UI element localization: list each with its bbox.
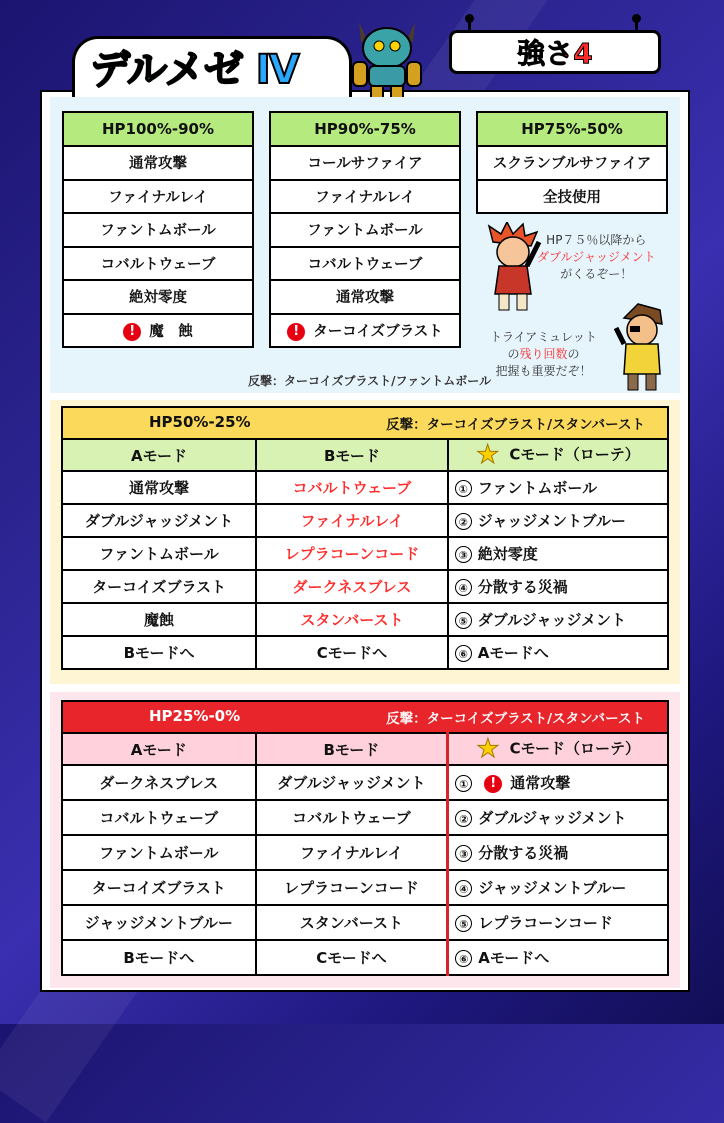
speech2-line3: 把握も重要だぞ！ [495,364,592,378]
phase1-col3-row: スクランブルサファイア [477,146,667,180]
phase3-b-cell: ファイナルレイ [256,835,448,870]
phase3-header-bar [62,701,668,733]
phase1-col1-row-alert [63,314,253,348]
difficulty-badge: 強さ4 [449,30,661,74]
phase1-table-2 [269,111,461,348]
star-icon: ★ [476,440,500,470]
phase3-b-cell: スタンバースト [256,905,448,940]
phase3-mode-a-header: Aモード [62,733,256,765]
phase2-counter: 反撃：ターコイズブラスト/スタンバースト [386,417,645,433]
phase1-col2-row: ファントムボール [270,213,460,247]
phase3-a-cell: ターコイズブラスト [62,870,256,905]
phase1-col2-row: コールサファイア [270,146,460,180]
phase1-col1-header: HP100%-90% [63,112,253,146]
phase3-mode-b-header: Bモード [256,733,448,765]
phase1-col2-alert-text: ターコイズブラスト [313,323,443,340]
phase3-a-cell: Bモードへ [62,940,256,975]
phase2-b-cell: レプラコーンコード [256,537,448,570]
phase2-mode-b-header: Bモード [256,439,448,471]
deluxe-monster-icon [345,16,430,104]
hero-character-icon [483,222,543,314]
speech2-line1: トライアミュレット [490,330,597,344]
phase3-c-cell: ② ダブルジャッジメント [448,800,668,835]
phase1-col1-row: 通常攻撃 [63,146,253,180]
phase3-c-cell: ① ! 通常攻撃 [448,765,668,800]
phase3-b-cell: Cモードへ [256,940,448,975]
page-title: デルメゼ Ⅳ [90,47,299,93]
phase2-a-cell: 魔蝕 [62,603,256,636]
alert-icon: ! [287,323,305,341]
phase2-hp-label: HP50%-25% [149,413,251,431]
phase2-a-cell: Bモードへ [62,636,256,669]
speech-bubble-2 [490,329,597,380]
phase1-counter-note: 反撃：ターコイズブラスト/ファントムボール [248,374,492,388]
phase3-a-cell: コバルトウェーブ [62,800,256,835]
phase1-col3-header: HP75%-50% [477,112,667,146]
phase1-col2-row: 通常攻撃 [270,280,460,314]
phase3-c-cell: ③ 分散する災禍 [448,835,668,870]
pirate-character-icon [614,302,670,394]
phase1-col2-row: ファイナルレイ [270,180,460,214]
speech-bubble-1 [537,232,656,283]
phase2-b-cell: ファイナルレイ [256,504,448,537]
phase3-b-cell: コバルトウェーブ [256,800,448,835]
alert-icon: ! [484,775,502,793]
phase1-col2-header: HP90%-75% [270,112,460,146]
phase1-col1-alert-text: 魔 蝕 [149,323,193,340]
speech2-line2: の残り回数の [507,347,580,361]
phase2-mode-c-header: ★ Cモード（ローテ） [448,439,668,471]
phase3-a-cell: ファントムボール [62,835,256,870]
phase1-col1-row: 絶対零度 [63,280,253,314]
phase1-col1-row: ファイナルレイ [63,180,253,214]
phase2-header-bar [62,407,668,439]
phase3-mode-c-header: ★ Cモード（ローテ） [448,733,668,765]
phase2-b-cell: コバルトウェーブ [256,471,448,504]
phase1-col2-row: コバルトウェーブ [270,247,460,281]
phase2-c-cell: ⑥ Aモードへ [448,636,668,669]
phase3-counter: 反撃：ターコイズブラスト/スタンバースト [386,711,645,727]
speech1-line2: ダブルジャッジメント [537,250,656,264]
phase2-a-cell: ファントムボール [62,537,256,570]
speech1-line3: がくるぞー！ [560,267,633,281]
phase2-b-cell: Cモードへ [256,636,448,669]
phase3-c-cell: ⑥ Aモードへ [448,940,668,975]
phase3-a-cell: ダークネスブレス [62,765,256,800]
phase3-c-cell: ⑤ レプラコーンコード [448,905,668,940]
phase2-b-cell: ダークネスブレス [256,570,448,603]
phase2-mode-a-header: Aモード [62,439,256,471]
phase3-a-cell: ジャッジメントブルー [62,905,256,940]
phase2-table [61,406,669,670]
phase2-a-cell: ダブルジャッジメント [62,504,256,537]
phase2-c-cell: ① ファントムボール [448,471,668,504]
phase2-c-cell: ④ 分散する災禍 [448,570,668,603]
phase3-b-cell: レプラコーンコード [256,870,448,905]
phase2-a-cell: 通常攻撃 [62,471,256,504]
phase2-c-cell: ⑤ ダブルジャッジメント [448,603,668,636]
phase2-c-cell: ② ジャッジメントブルー [448,504,668,537]
phase3-hp-label: HP25%-0% [149,707,241,725]
phase2-c-cell: ③ 絶対零度 [448,537,668,570]
phase1-table-1 [62,111,254,348]
star-icon: ★ [476,734,500,764]
phase1-col1-row: ファントムボール [63,213,253,247]
alert-icon: ! [123,323,141,341]
phase2-a-cell: ターコイズブラスト [62,570,256,603]
speech1-line1: HP７５％以降から [546,233,647,247]
phase1-col2-row-alert [270,314,460,348]
phase3-c-cell: ④ ジャッジメントブルー [448,870,668,905]
phase1-col1-row: コバルトウェーブ [63,247,253,281]
phase1-col3-row: 全技使用 [477,180,667,214]
phase3-b-cell: ダブルジャッジメント [256,765,448,800]
phase3-table [61,700,669,976]
phase2-b-cell: スタンバースト [256,603,448,636]
phase1-table-3 [476,111,668,214]
